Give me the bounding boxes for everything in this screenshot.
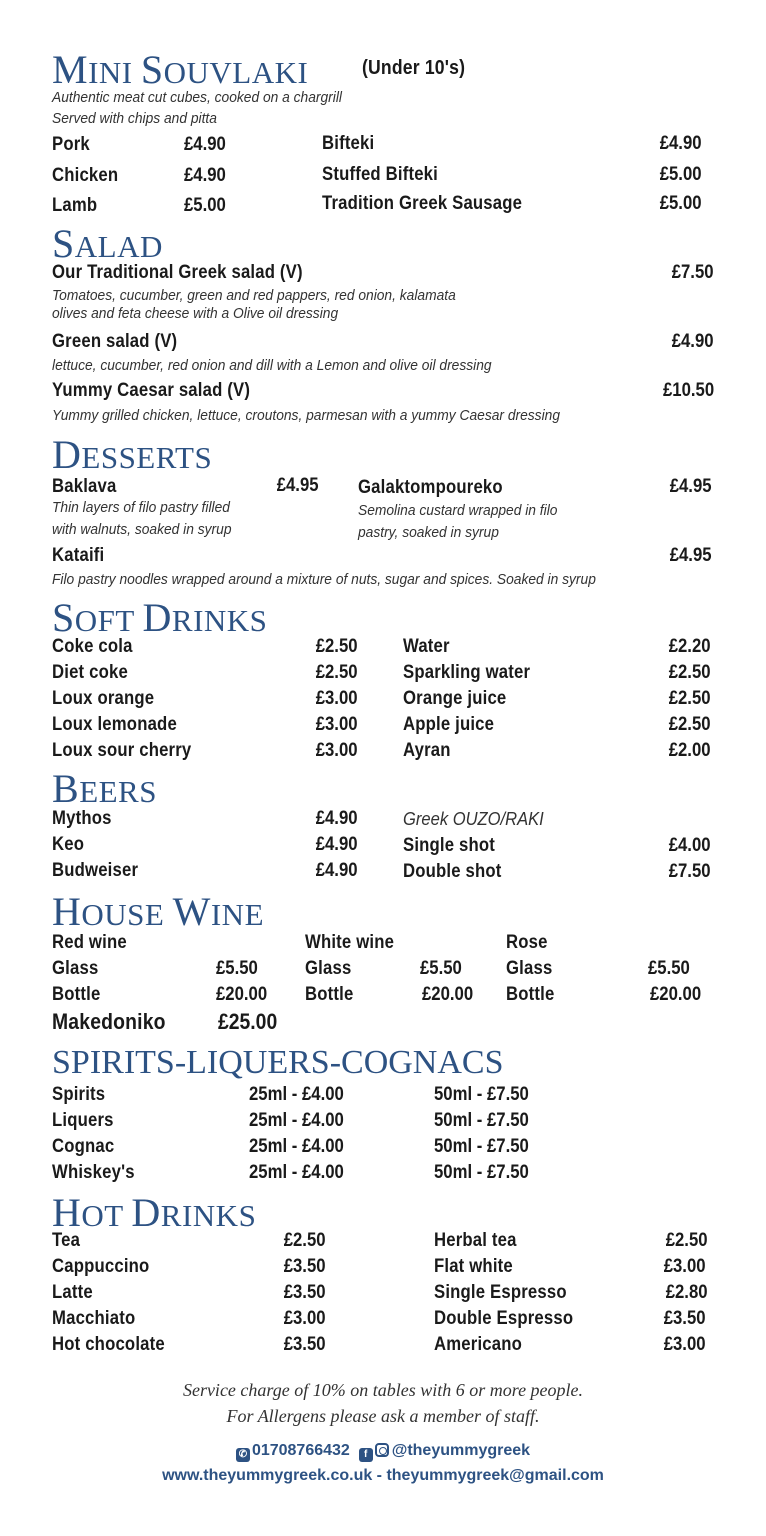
menu-item-price: £3.50	[664, 1308, 706, 1329]
menu-item-price-25ml: 25ml - £4.00	[249, 1084, 344, 1105]
menu-item-name: Latte	[52, 1282, 93, 1303]
web-email-line[interactable]: www.theyummygreek.co.uk - theyummygreek@gmail.com	[162, 1467, 604, 1484]
section-title-house-wine: HOUSE WINE	[52, 889, 265, 934]
menu-item-name: Orange juice	[403, 688, 507, 709]
menu-item-name: Macchiato	[52, 1308, 136, 1329]
menu-item-price: £5.50	[648, 958, 690, 979]
menu-item-price: £3.50	[284, 1334, 326, 1355]
menu-item-price: £4.95	[277, 475, 319, 496]
menu-item-name: Tradition Greek Sausage	[322, 193, 523, 214]
contact-line	[0, 1442, 766, 1462]
menu-item-price: £5.00	[660, 164, 702, 185]
facebook-icon[interactable]: f	[359, 1448, 373, 1462]
menu-item-description: Yummy grilled chicken, lettuce, croutons, parmesan with a yummy Caesar dressing	[52, 407, 560, 424]
allergen-note: For Allergens please ask a member of staff.	[226, 1406, 540, 1426]
menu-item-name: Budweiser	[52, 860, 139, 881]
section-title-mini-souvlaki: MINI SOUVLAKI	[52, 47, 309, 92]
wine-type-label: White wine	[305, 932, 395, 953]
ouzo-label: Greek OUZO/RAKI	[403, 809, 544, 829]
menu-item-name: Mythos	[52, 808, 112, 829]
menu-item-name: Baklava	[52, 476, 117, 497]
menu-item-description: Semolina custard wrapped in filo	[358, 502, 558, 519]
menu-item-name: Whiskey's	[52, 1162, 135, 1183]
menu-item-price: £7.50	[669, 861, 711, 882]
menu-item-name: Makedoniko	[52, 1009, 166, 1034]
menu-item-name: Glass	[506, 958, 553, 979]
menu-item-description: lettuce, cucumber, red onion and dill with a Lemon and olive oil dressing	[52, 357, 492, 374]
menu-item-price: £4.95	[670, 476, 712, 497]
menu-item-name: Diet coke	[52, 662, 128, 683]
menu-item-price: £2.50	[669, 714, 711, 735]
menu-item-name: Chicken	[52, 165, 119, 186]
menu-item-price: £25.00	[218, 1009, 278, 1034]
menu-item-price: £4.90	[184, 165, 226, 186]
menu-item-price: £2.00	[669, 740, 711, 761]
menu-item-price: £3.50	[284, 1256, 326, 1277]
menu-item-description: Thin layers of filo pastry filled	[52, 499, 230, 516]
menu-item-description: pastry, soaked in syrup	[358, 524, 499, 541]
menu-item-name: Green salad (V)	[52, 331, 178, 352]
menu-item-name: Ayran	[403, 740, 451, 761]
menu-item-name: Single shot	[403, 835, 496, 856]
menu-item-name: Glass	[305, 958, 352, 979]
menu-item-name: Yummy Caesar salad (V)	[52, 380, 251, 401]
menu-item-name: Bottle	[52, 984, 101, 1005]
phone-number[interactable]: 01708766432	[251, 1442, 350, 1459]
section-title-hot-drinks: HOT DRINKS	[52, 1190, 257, 1235]
section-description: Authentic meat cut cubes, cooked on a chargrill	[52, 89, 342, 106]
menu-item-price: £2.50	[316, 662, 358, 683]
menu-item-name: Liquers	[52, 1110, 114, 1131]
menu-item-price-25ml: 25ml - £4.00	[249, 1110, 344, 1131]
menu-item-price: £20.00	[216, 984, 268, 1005]
menu-item-price: £20.00	[422, 984, 474, 1005]
menu-item-name: Herbal tea	[434, 1230, 517, 1251]
section-subtitle: (Under 10's)	[362, 57, 466, 79]
menu-item-price: £3.00	[284, 1308, 326, 1329]
menu-item-name: Galaktompoureko	[358, 477, 503, 498]
menu-item-price-50ml: 50ml - £7.50	[434, 1084, 529, 1105]
menu-item-price: £3.50	[284, 1282, 326, 1303]
menu-item-name: Double shot	[403, 861, 502, 882]
menu-item-price: £3.00	[316, 714, 358, 735]
menu-item-price-25ml: 25ml - £4.00	[249, 1136, 344, 1157]
menu-item-price-50ml: 50ml - £7.50	[434, 1110, 529, 1131]
menu-item-name: Americano	[434, 1334, 523, 1355]
instagram-icon[interactable]	[375, 1443, 389, 1457]
menu-item-price: £20.00	[650, 984, 702, 1005]
section-title-soft-drinks: SOFT DRINKS	[52, 595, 268, 640]
menu-item-name: Sparkling water	[403, 662, 531, 683]
menu-item-name: Tea	[52, 1230, 81, 1251]
menu-item-price-50ml: 50ml - £7.50	[434, 1136, 529, 1157]
phone-icon: ✆	[236, 1448, 250, 1462]
menu-item-description: Tomatoes, cucumber, green and red pappers, red onion, kalamata	[52, 287, 456, 304]
section-description: Served with chips and pitta	[52, 110, 217, 127]
social-handle[interactable]: @theyummygreek	[391, 1442, 531, 1459]
menu-item-price: £2.50	[666, 1230, 708, 1251]
menu-item-price-25ml: 25ml - £4.00	[249, 1162, 344, 1183]
menu-item-name: Keo	[52, 834, 85, 855]
menu-item-price: £7.50	[672, 262, 714, 283]
section-title-desserts: DESSERTS	[52, 432, 213, 477]
menu-item-price: £5.00	[660, 193, 702, 214]
menu-item-price: £10.50	[662, 380, 714, 401]
menu-item-price: £4.90	[672, 331, 714, 352]
menu-item-name: Our Traditional Greek salad (V)	[52, 262, 303, 283]
menu-item-price: £4.90	[316, 860, 358, 881]
menu-item-price: £4.90	[316, 834, 358, 855]
menu-item-name: Kataifi	[52, 545, 105, 566]
section-title-salad: SALAD	[52, 221, 163, 266]
menu-item-price: £2.50	[669, 688, 711, 709]
menu-item-price: £5.00	[184, 195, 226, 216]
menu-item-price: £2.80	[666, 1282, 708, 1303]
menu-item-name: Bottle	[305, 984, 354, 1005]
menu-item-price: £4.90	[184, 134, 226, 155]
menu-item-name: Coke cola	[52, 636, 133, 657]
menu-item-price: £2.50	[669, 662, 711, 683]
menu-item-price: £2.50	[284, 1230, 326, 1251]
menu-item-name: Pork	[52, 134, 90, 155]
section-title-spirits: SPIRITS-LIQUERS-COGNACS	[52, 1044, 504, 1081]
menu-item-name: Bottle	[506, 984, 555, 1005]
menu-item-price: £5.50	[216, 958, 258, 979]
menu-item-name: Glass	[52, 958, 99, 979]
menu-item-price: £3.00	[664, 1256, 706, 1277]
menu-item-price: £4.90	[316, 808, 358, 829]
menu-item-price: £3.00	[316, 688, 358, 709]
menu-item-name: Loux orange	[52, 688, 155, 709]
section-title-beers: BEERS	[52, 766, 157, 811]
menu-item-name: Loux lemonade	[52, 714, 177, 735]
menu-item-price: £4.95	[670, 545, 712, 566]
menu-item-name: Apple juice	[403, 714, 495, 735]
menu-item-name: Spirits	[52, 1084, 106, 1105]
menu-item-description: with walnuts, soaked in syrup	[52, 521, 232, 538]
menu-item-price: £3.00	[316, 740, 358, 761]
menu-item-name: Hot chocolate	[52, 1334, 165, 1355]
wine-type-label: Rose	[506, 932, 548, 953]
menu-item-price-50ml: 50ml - £7.50	[434, 1162, 529, 1183]
menu-item-price: £3.00	[664, 1334, 706, 1355]
menu-item-price: £2.20	[669, 636, 711, 657]
menu-item-name: Lamb	[52, 195, 98, 216]
menu-item-name: Cognac	[52, 1136, 115, 1157]
menu-item-description: olives and feta cheese with a Olive oil dressing	[52, 305, 339, 322]
menu-item-description: Filo pastry noodles wrapped around a mixture of nuts, sugar and spices. Soaked in syrup	[52, 571, 596, 588]
menu-item-name: Flat white	[434, 1256, 513, 1277]
service-charge-note: Service charge of 10% on tables with 6 or more people.	[182, 1380, 584, 1400]
menu-item-price: £4.90	[660, 133, 702, 154]
menu-item-price: £5.50	[420, 958, 462, 979]
menu-item-price: £4.00	[669, 835, 711, 856]
menu-item-price: £2.50	[316, 636, 358, 657]
menu-item-name: Water	[403, 636, 450, 657]
menu-item-name: Single Espresso	[434, 1282, 567, 1303]
menu-item-name: Bifteki	[322, 133, 375, 154]
menu-item-name: Loux sour cherry	[52, 740, 192, 761]
menu-item-name: Double Espresso	[434, 1308, 574, 1329]
menu-item-name: Cappuccino	[52, 1256, 150, 1277]
wine-type-label: Red wine	[52, 932, 127, 953]
menu-item-name: Stuffed Bifteki	[322, 164, 438, 185]
